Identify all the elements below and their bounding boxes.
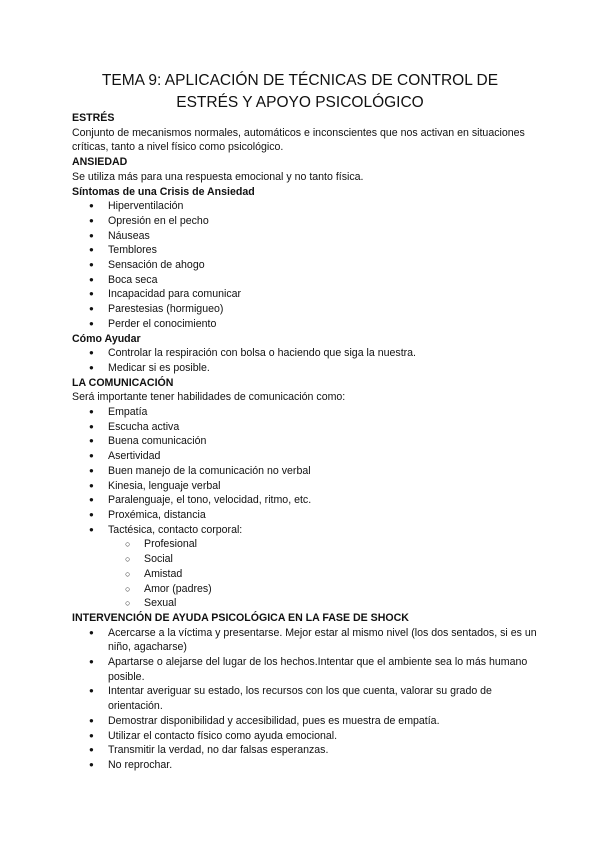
sublist-item: ○ Profesional bbox=[108, 537, 542, 552]
list-item bbox=[72, 523, 542, 611]
list-item: ● Controlar la respiración con bolsa o haciendo que siga la nuestra. bbox=[72, 346, 542, 361]
list-item: ● Proxémica, distancia bbox=[72, 508, 542, 523]
list-item: ● Opresión en el pecho bbox=[72, 214, 542, 229]
list-item: ● Intentar averiguar su estado, los recursos con los que cuenta, valorar su grado de orientación. bbox=[72, 684, 542, 713]
heading-intervencion: INTERVENCIÓN DE AYUDA PSICOLÓGICA EN LA FASE DE SHOCK bbox=[72, 611, 409, 624]
list-item: ● Demostrar disponibilidad y accesibilidad, pues es muestra de empatía. bbox=[72, 714, 542, 729]
document-body bbox=[72, 111, 542, 773]
list-item: ● Temblores bbox=[72, 243, 542, 258]
title-line-2: ESTRÉS Y APOYO PSICOLÓGICO bbox=[176, 94, 424, 111]
title-line-1: TEMA 9: APLICACIÓN DE TÉCNICAS DE CONTROL DE bbox=[101, 72, 499, 89]
sublist-item: ○ Amistad bbox=[108, 567, 542, 582]
list-item: ● Sensación de ahogo bbox=[72, 258, 542, 273]
list-item: ● Kinesia, lenguaje verbal bbox=[72, 479, 542, 494]
list-como-ayudar bbox=[72, 346, 542, 375]
page-title bbox=[40, 70, 560, 114]
heading-estres: ESTRÉS bbox=[72, 112, 115, 124]
list-item: ● Paralenguaje, el tono, velocidad, ritmo, etc. bbox=[72, 493, 542, 508]
list-item: ● Incapacidad para comunicar bbox=[72, 287, 542, 302]
list-item: ● Hiperventilación bbox=[72, 199, 542, 214]
sublist-item: ○ Amor (padres) bbox=[108, 582, 542, 597]
sublist-item: ○ Social bbox=[108, 552, 542, 567]
list-item: ● Medicar si es posible. bbox=[72, 361, 542, 376]
list-sintomas bbox=[72, 199, 542, 331]
paragraph-ansiedad: Se utiliza más para una respuesta emocional y no tanto física. bbox=[72, 170, 364, 183]
list-item: ● Apartarse o alejarse del lugar de los hechos.Intentar que el ambiente sea lo más humano posible. bbox=[72, 655, 542, 684]
paragraph-comunicacion: Será importante tener habilidades de comunicación como: bbox=[72, 391, 346, 404]
paragraph-estres: Conjunto de mecanismos normales, automáticos e inconscientes que nos activan en situaciones críticas, tanto a nivel físico como psicológico. bbox=[72, 126, 525, 154]
list-item: ● Asertividad bbox=[72, 449, 542, 464]
list-item: ● Utilizar el contacto físico como ayuda emocional. bbox=[72, 729, 542, 744]
list-intervencion bbox=[72, 626, 542, 773]
heading-sintomas: Síntomas de una Crisis de Ansiedad bbox=[72, 185, 255, 198]
list-item: ● Buena comunicación bbox=[72, 434, 542, 449]
list-item-text: Tactésica, contacto corporal: bbox=[108, 523, 243, 536]
list-item: ● Acercarse a la víctima y presentarse. Mejor estar al mismo nivel (los dos sentados, si es un niño, agacharse) bbox=[72, 626, 542, 655]
list-item: ● Parestesias (hormigueo) bbox=[72, 302, 542, 317]
list-item: ● Náuseas bbox=[72, 229, 542, 244]
heading-como-ayudar: Cómo Ayudar bbox=[72, 332, 141, 345]
heading-comunicacion: LA COMUNICACIÓN bbox=[72, 376, 174, 389]
list-item: ● Empatía bbox=[72, 405, 542, 420]
list-item: ● No reprochar. bbox=[72, 758, 542, 773]
sublist-item: ○ Sexual bbox=[108, 596, 542, 611]
list-item: ● Perder el conocimiento bbox=[72, 317, 542, 332]
list-comunicacion bbox=[72, 405, 542, 611]
list-item: ● Boca seca bbox=[72, 273, 542, 288]
heading-ansiedad: ANSIEDAD bbox=[72, 156, 128, 169]
sublist-tactesica bbox=[108, 537, 542, 611]
list-item: ● Transmitir la verdad, no dar falsas esperanzas. bbox=[72, 743, 542, 758]
list-item: ● Escucha activa bbox=[72, 420, 542, 435]
list-item: ● Buen manejo de la comunicación no verbal bbox=[72, 464, 542, 479]
